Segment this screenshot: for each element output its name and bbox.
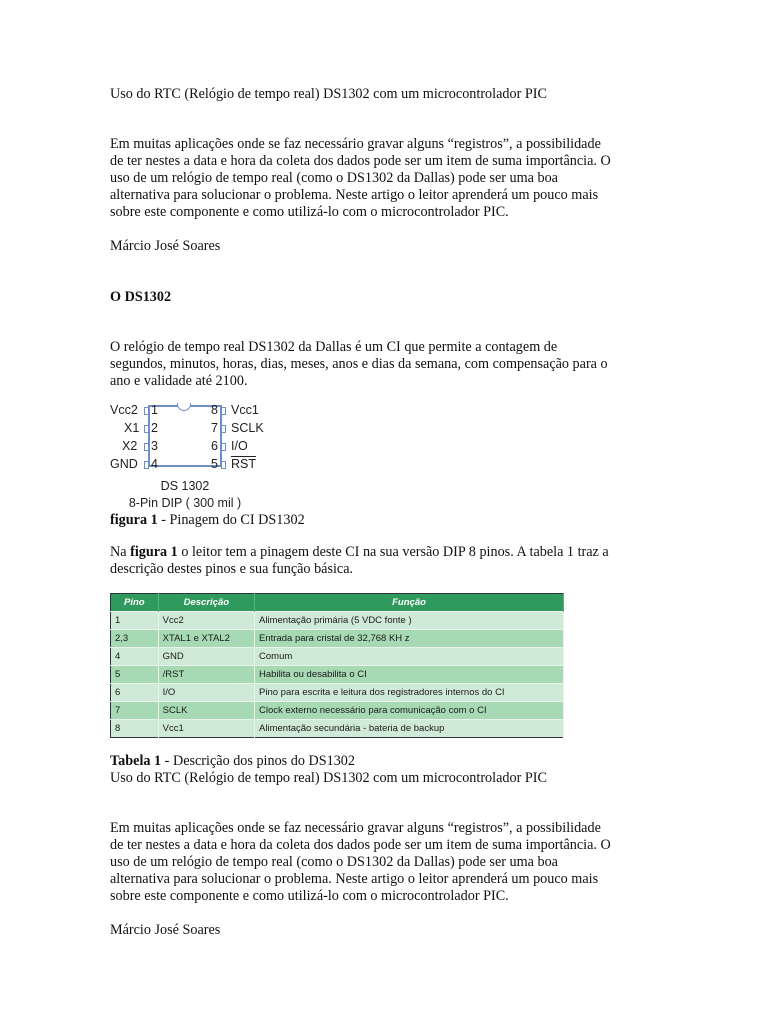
doc-title: Uso do RTC (Relógio de tempo real) DS1302 com um microcontrolador PIC <box>110 86 547 102</box>
intro-line: sobre este componente e como utilizá-lo com o microcontrolador PIC. <box>110 888 509 904</box>
table-cell: I/O <box>158 684 254 702</box>
intro-line: Em muitas aplicações onde se faz necessário gravar alguns “registros”, a possibilidade <box>110 136 601 152</box>
pin-pad <box>144 461 149 469</box>
intro-line: sobre este componente e como utilizá-lo com o microcontrolador PIC. <box>110 204 509 220</box>
pin-number: 4 <box>151 457 158 471</box>
table-cell: Comum <box>255 648 564 666</box>
table-cell: SCLK <box>158 702 254 720</box>
intro-line: de ter nestes a data e hora da coleta dos dados pode ser um item de suma importância. O <box>110 153 611 169</box>
chip-name: DS 1302 <box>160 479 210 493</box>
table-row <box>111 630 564 648</box>
table-header-row <box>111 594 564 612</box>
table-row <box>111 612 564 630</box>
table-cell: Vcc1 <box>158 720 254 738</box>
section-line: segundos, minutos, horas, dias, meses, anos e dias da semana, com compensação para o <box>110 356 608 372</box>
intro-line: de ter nestes a data e hora da coleta dos dados pode ser um item de suma importância. O <box>110 837 611 853</box>
pin-label-right: SCLK <box>231 421 264 435</box>
intro-line: Em muitas aplicações onde se faz necessário gravar alguns “registros”, a possibilidade <box>110 820 601 836</box>
table-cell: /RST <box>158 666 254 684</box>
table-row <box>111 648 564 666</box>
figure-caption <box>110 512 670 529</box>
table-header: Pino <box>111 594 159 612</box>
table-cell: Vcc2 <box>158 612 254 630</box>
pin-label-left: Vcc2 <box>110 403 138 417</box>
table-cell: 8 <box>111 720 159 738</box>
pin-number: 3 <box>151 439 158 453</box>
table-cell: Entrada para cristal de 32,768 KH z <box>255 630 564 648</box>
intro-line: uso de um relógio de tempo real (como o DS1302 da Dallas) pode ser uma boa <box>110 854 558 870</box>
pin-pad <box>221 461 226 469</box>
reference-line: descrição destes pinos e sua função básica. <box>110 561 354 577</box>
author: Márcio José Soares <box>110 238 221 254</box>
table-cell: GND <box>158 648 254 666</box>
table-header: Função <box>255 594 564 612</box>
table-cell: Alimentação primária (5 VDC fonte ) <box>255 612 564 630</box>
table-cell: Pino para escrita e leitura dos registradores internos do CI <box>255 684 564 702</box>
pin-number: 7 <box>211 421 218 435</box>
figure-caption-text: - Pinagem do CI DS1302 <box>157 512 305 528</box>
intro-line: alternativa para solucionar o problema. Neste artigo o leitor aprenderá um pouco mais <box>110 187 599 203</box>
table-header: Descrição <box>158 594 254 612</box>
doc-title-repeat: Uso do RTC (Relógio de tempo real) DS1302 com um microcontrolador PIC <box>110 770 547 786</box>
table-caption-text: - Descrição dos pinos do DS1302 <box>161 753 355 769</box>
pin-label-right: I/O <box>231 439 248 453</box>
table-cell: 2,3 <box>111 630 159 648</box>
pin-label-left: X2 <box>122 439 138 453</box>
pin-pad <box>144 443 149 451</box>
table-row <box>111 666 564 684</box>
pin-number: 5 <box>211 457 218 471</box>
pin-pad <box>221 425 226 433</box>
table-row <box>111 684 564 702</box>
table-cell: Alimentação secundária - bateria de backup <box>255 720 564 738</box>
pin-number: 1 <box>151 403 158 417</box>
section-heading: O DS1302 <box>110 289 172 305</box>
intro-line: uso de um relógio de tempo real (como o DS1302 da Dallas) pode ser uma boa <box>110 170 558 186</box>
table-cell: 6 <box>111 684 159 702</box>
section-line: O relógio de tempo real DS1302 da Dallas é um CI que permite a contagem de <box>110 339 558 355</box>
pin-number: 8 <box>211 403 218 417</box>
pin-table <box>110 593 564 738</box>
table-row <box>111 720 564 738</box>
figure-caption-label: figura 1 <box>110 512 158 528</box>
pin-label-right: $\overline{RST}$ <box>231 457 256 471</box>
table-caption-label: Tabela 1 <box>110 753 162 769</box>
table-cell: 1 <box>111 612 159 630</box>
table-cell: 5 <box>111 666 159 684</box>
reference-bold: figura 1 <box>130 544 178 560</box>
chip-package: 8-Pin DIP ( 300 mil ) <box>128 496 242 510</box>
pin-label-left: X1 <box>124 421 140 435</box>
pin-label-left: GND <box>110 457 138 471</box>
reference-text: o leitor tem a pinagem deste CI na sua versão DIP 8 pinos. A tabela 1 traz a <box>177 544 609 560</box>
pinout-figure <box>110 400 280 515</box>
table-cell: Habilita ou desabilita o CI <box>255 666 564 684</box>
table-cell: XTAL1 e XTAL2 <box>158 630 254 648</box>
intro-line: alternativa para solucionar o problema. Neste artigo o leitor aprenderá um pouco mais <box>110 871 599 887</box>
pin-pad <box>144 425 149 433</box>
table-row <box>111 702 564 720</box>
pin-pad <box>221 443 226 451</box>
reference-line <box>110 544 670 561</box>
pin-label-right: Vcc1 <box>231 403 259 417</box>
pin-pad <box>221 407 226 415</box>
pin-number: 6 <box>211 439 218 453</box>
table-cell: 7 <box>111 702 159 720</box>
author-repeat: Márcio José Soares <box>110 922 221 938</box>
pin-pad <box>144 407 149 415</box>
pin-number: 2 <box>151 421 158 435</box>
table-caption <box>110 753 670 770</box>
table-cell: 4 <box>111 648 159 666</box>
table-cell: Clock externo necessário para comunicação com o CI <box>255 702 564 720</box>
reference-text: Na <box>110 544 131 560</box>
section-line: ano e validade até 2100. <box>110 373 248 389</box>
